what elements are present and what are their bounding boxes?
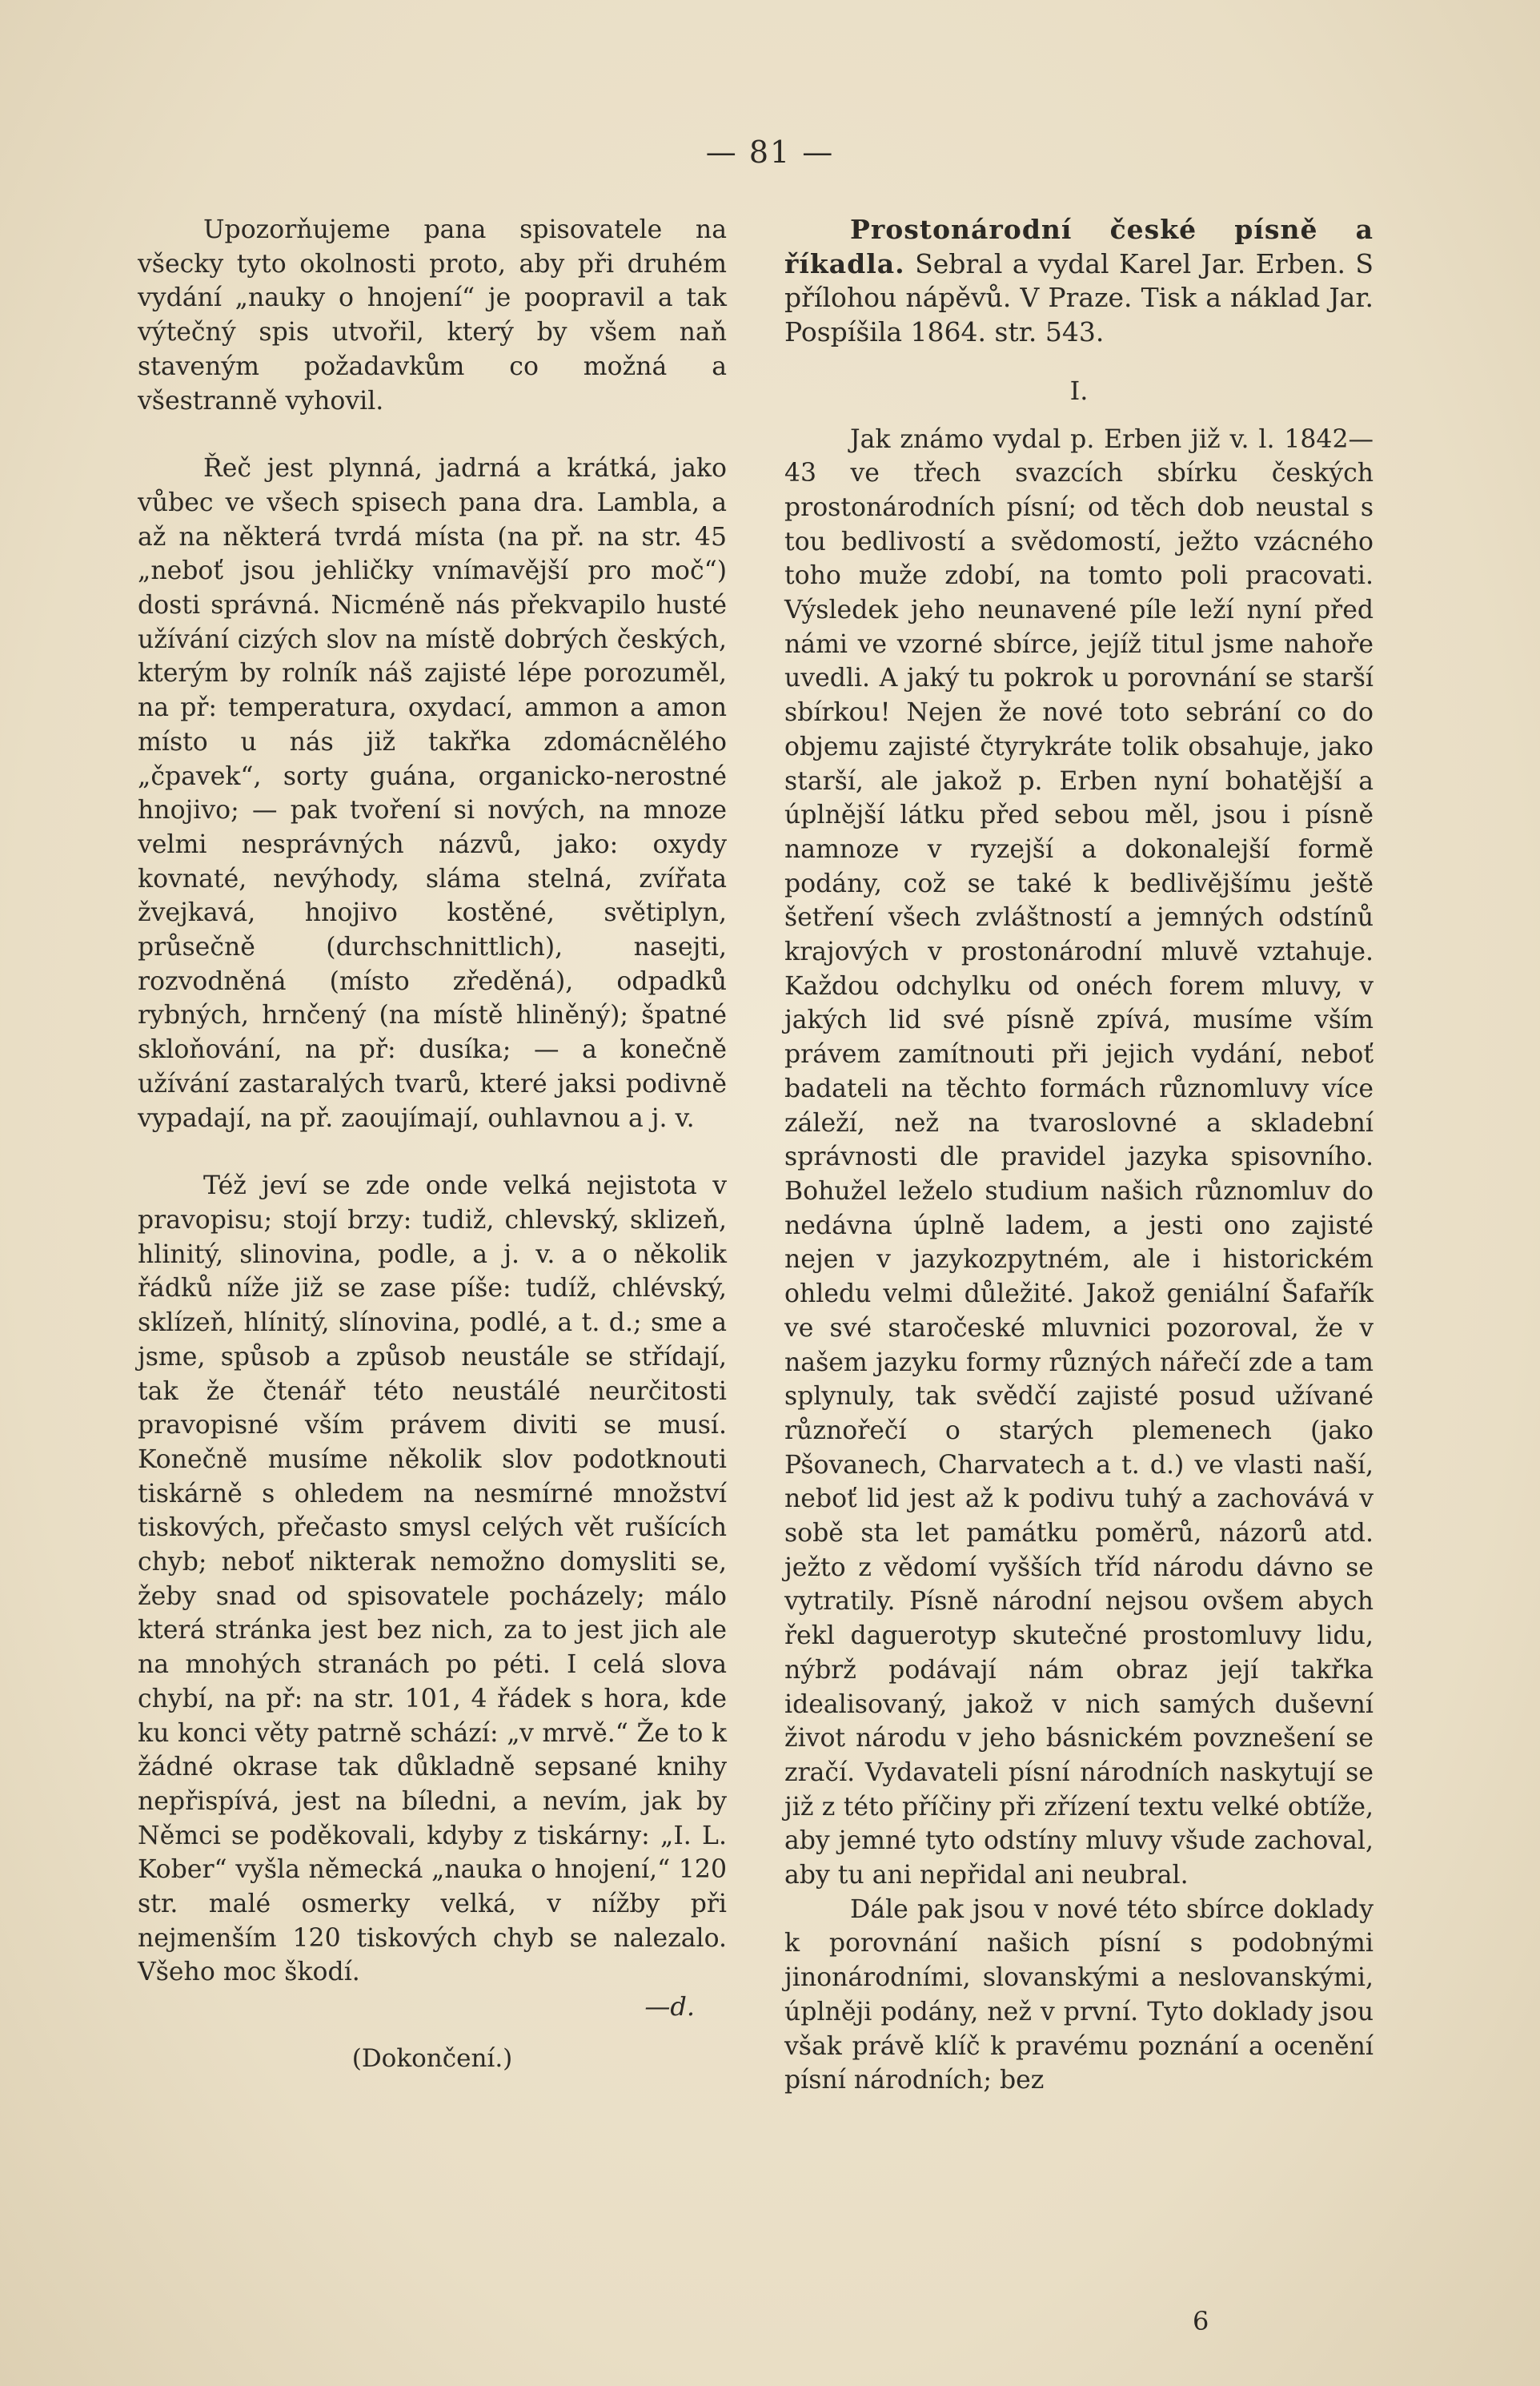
book-title: Prostonárodní české písně a říkadla. [784,214,1374,279]
paragraph: Řeč jest plynná, jadrná a krátká, jako vůbec ve všech spisech pana dra. Lambla, a až na některá tvrdá místa (na př. na str. 45 „neboť jsou jehličky vnímavější pro moč“) dosti správná. Nicméně nás překvapilo husté užívání cizých slov na místě dobrých českých, kterým by rolník náš zajisté lépe porozuměl, na př: temperatura, oxydací, ammon a amon místo u nás již takřka zdomácnělého „čpavek“, sorty guána, organicko-nerostné hnojivo; — pak tvoření si nových, na mnoze velmi nesprávných názvů, jako: oxydy kovnaté, nevýhody, sláma stelná, zvířata žvejkavá, hnojivo kostěné, světiplyn, průsečně (durchschnittlich), nasejti, rozvodněná (místo zředěná), odpadků rybných, hrnčený (na místě hliněný); špatné skloňování, na př: dusíka; — a konečně užívání zastaralých tvarů, které jaksi podivně vypadají, na př. zaoujímají, ouhlavnou a j. v. [138,454,727,1133]
author-signature: —d. [644,1991,695,2022]
paragraph: Upozorňujeme pana spisovatele na všecky tyto okolnosti proto, aby při druhém vydání „nauky o hnojení“ je poopravil a tak výtečný spis utvořil, který by všem naň staveným požadavkům co možná a všestranně vyhovil. [138,215,727,416]
right-column [784,213,1374,2098]
signature-mark: 6 [1193,2306,1209,2336]
section-number: I. [1069,375,1089,406]
left-column [138,213,727,2076]
paragraph: Též jeví se zde onde velká nejistota v pravopisu; stojí brzy: tudiž, chlevský, sklizeň, hlinitý, slinovina, podle, a j. v. a o několik řádků níže již se zase píše: tudíž, chlévský, sklízeň, hlínitý, slínovina, podlé, a t. d.; sme a jsme, spůsob a způsob neustále se střídají, tak že čtenář této neustálé neurčitosti pravopisné vším právem diviti se musí. Konečně musíme několik slov podotknouti tiskárně s ohledem na nesmírné množství tiskových, přečasto smysl celých vět rušících chyb; neboť nikterak nemožno domysliti se, žeby snad od spisovatele pocházely; málo která stránka jest bez nich, za to jest jich ale na mnohých stranách po péti. I celá slova chybí, na př: na str. 101, 4 řádek s hora, kde ku konci věty patrně schází: „v mrvě.“ Že to k žádné okrase tak důkladně sepsané knihy nepřispívá, jest na bíledni, a nevím, jak by Němci se poděkovali, kdyby z tiskárny: „I. L. Kober“ vyšla německá „nauka o hnojení,“ 120 str. malé osmerky velká, v nížby při nejmenším 120 tiskových chyb se nalezalo. Všeho moc škodí. [138,1171,727,1987]
page-number: — 81 — [705,135,835,170]
review-heading [784,213,1374,350]
book-imprint: Sebral a vydal Karel Jar. Erben. S přílohou nápěvů. V Praze. Tisk a náklad Jar. Pospíšila 1864. str. 543. [784,247,1374,348]
paragraph: Jak známo vydal p. Erben již v. l. 1842—43 ve třech svazcích sbírku českých prostonárodních písní; od těch dob neustal s tou bedlivostí a svědomostí, ježto vzácného toho muže zdobí, na tomto poli pracovati. Výsledek jeho neunavené píle leží nyní před námi ve vzorné sbírce, jejíž titul jsme nahoře uvedli. A jaký tu pokrok u porovnání se starší sbírkou! Nejen že nové toto sebrání co do objemu zajisté čtyrykráte tolik obsahuje, jako starší, ale jakož p. Erben nyní bohatější a úplnější látku před sebou měl, jsou i písně namnoze v ryzejší a dokonalejší formě podány, což se také k bedlivějšímu ještě šetření všech zvláštností a jemných odstínů krajových v prostonárodní mluvě vztahuje. Každou odchylku od onéch forem mluvy, v jakých lid své písně zpívá, musíme vším právem zamítnouti při jejich vydání, neboť badateli na těchto formách různomluvy více záleží, než na tvaroslovné a skladební správnosti dle pravidel jazyka spisovního. Bohužel leželo studium našich různomluv do nedávna úplně ladem, a jesti ono zajisté nejen v jazykozpytném, ale i historickém ohledu velmi důležité. Jakož geniální Šafařík ve své staročeské mluvnici pozoroval, že v našem jazyku formy různých nářečí zde a tam splynuly, tak svědčí zajisté posud užívané různořečí o starých plemenech (jako Pšovanech, Charvatech a t. d.) ve vlasti naší, neboť lid jest až k podivu tuhý a zachovává v sobě sta let památku poměrů, názorů atd. ježto z vědomí vyšších tříd národu dávno se vytratily. Písně národní nejsou ovšem abych řekl daguerotyp skutečné prostomluvy lidu, nýbrž podávají nám obraz její takřka idealisovaný, jakož v nich samých duševní život národu v jeho básnickém povznešení se zračí. Vydavateli písní národních naskytují se již z této příčiny při zřízení textu velké obtíže, aby jemné tyto odstíny mluvy všude zachoval, aby tu ani nepřidal ani neubral. [784,424,1374,1890]
continuation-note: (Dokončení.) [351,2043,513,2073]
paragraph: Dále pak jsou v nové této sbírce doklady k porovnání našich písní s podobnými jinonárodními, slovanskými a neslovanskými, úplněji podány, než v první. Tyto doklady jsou však právě klíč k pravému poznání a ocenění písní národních; bez [784,1894,1374,2095]
